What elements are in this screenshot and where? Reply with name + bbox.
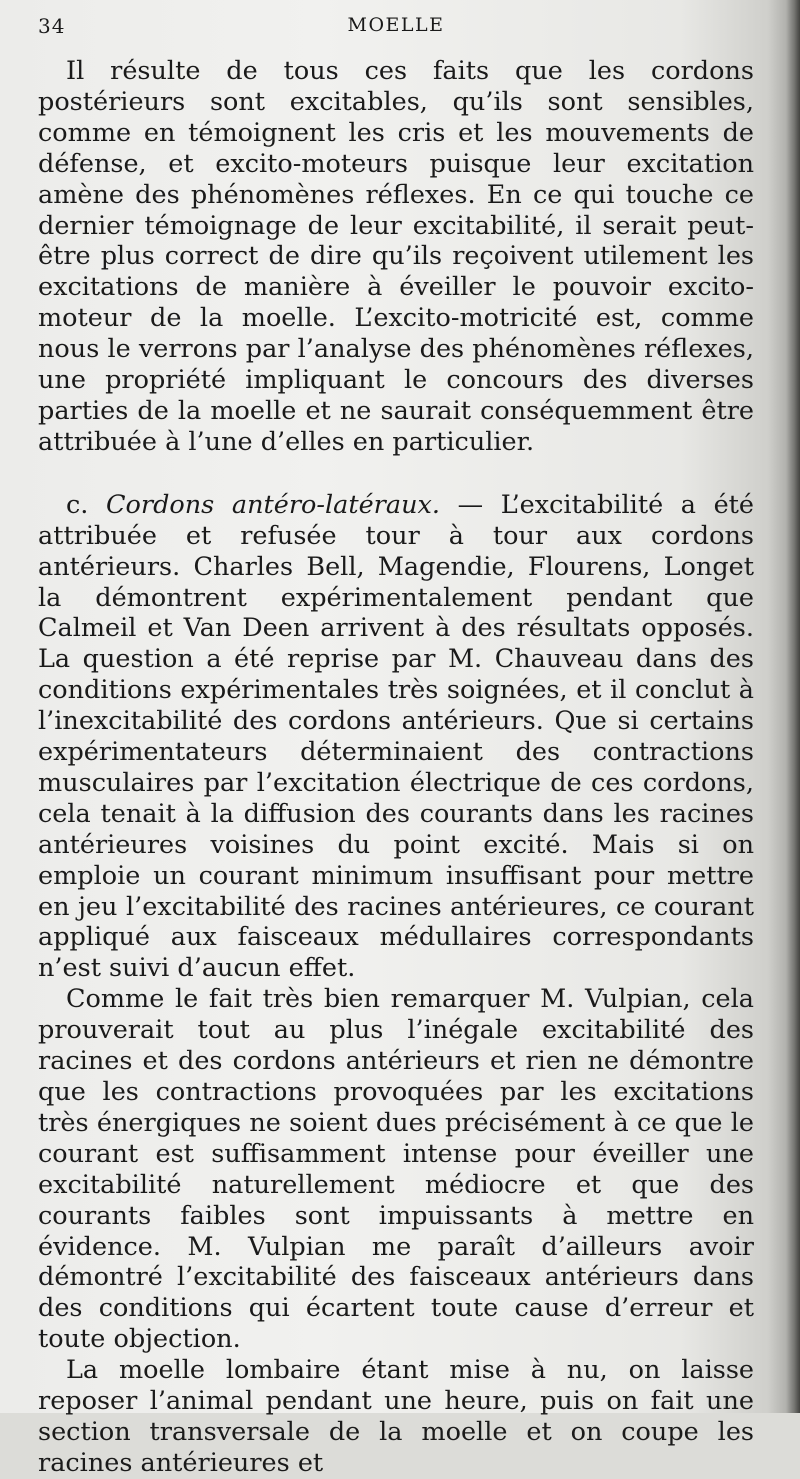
section-text: L’excitabilité a été attribuée et refusée tour à tour aux cordons antérieurs. Charles Bell, Magendie, Flourens, Longet la démontrent expérimentalement pendant que Calmeil et Van Deen arrivent à des résultats opposés. La question a été reprise par M. Chauveau dans des conditions expérimentales très soignées, et il conclut à l’inexcitabilité des cordons antérieurs. Que si certains expérimentateurs déterminaient des contractions musculaires par l’excitation électrique de ces cordons, cela tenait à la diffusion des courants dans les racines antérieures voisines du point excité. Mais si on emploie un courant minimum insuffisant pour mettre en jeu l’excitabilité des racines antérieures, ce courant appliqué aux faisceaux médullaires correspondants n’est suivi d’aucun effet. <box>38 489 755 984</box>
paragraph-lumbar-cord: La moelle lombaire étant mise à nu, on laisse reposer l’animal pendant une heure, puis on fait une section transversale de la moelle et on coupe les racines antérieures et <box>38 1355 754 1478</box>
paragraph-vulpian: Comme le fait très bien remarquer M. Vulpian, cela prouverait tout au plus l’inégale excitabilité des racines et des cordons antérieurs et rien ne démontre que les contractions provoquées par les excitations très énergiques ne soient dues précisément à ce que le courant est suffisamment intense pour éveiller une excitabilité naturellement médiocre et que des courants faibles sont impuissants à mettre en évidence. M. Vulpian me paraît d’ailleurs avoir démontré l’excitabilité des faisceaux antérieurs dans des conditions qui écartent toute cause d’erreur et toute objection. <box>38 984 754 1355</box>
section-spacer <box>38 458 754 490</box>
section-title: Cordons antéro-latéraux. <box>106 489 440 520</box>
section-marker: c. <box>66 489 89 520</box>
page-header <box>38 14 754 42</box>
page-binding-shadow <box>786 0 800 1413</box>
running-title: MOELLE <box>347 14 445 36</box>
section-dash: — <box>457 489 484 520</box>
page-body <box>38 56 754 1479</box>
page-number: 34 <box>38 14 66 38</box>
paragraph-anterolateral-cords <box>38 490 754 985</box>
paragraph-posterior-cords: Il résulte de tous ces faits que les cordons postérieurs sont excitables, qu’ils sont sensibles, comme en témoignent les cris et les mouvements de défense, et excito-moteurs puisque leur excitation amène des phénomènes réflexes. En ce qui touche ce dernier témoignage de leur excitabilité, il serait peut-être plus correct de dire qu’ils reçoivent utilement les excitations de manière à éveiller le pouvoir excito-moteur de la moelle. L’excito-motricité est, comme nous le verrons par l’analyse des phénomènes réflexes, une propriété impliquant le concours des diverses parties de la moelle et ne saurait conséquemment être attribuée à l’une d’elles en particulier. <box>38 56 754 457</box>
